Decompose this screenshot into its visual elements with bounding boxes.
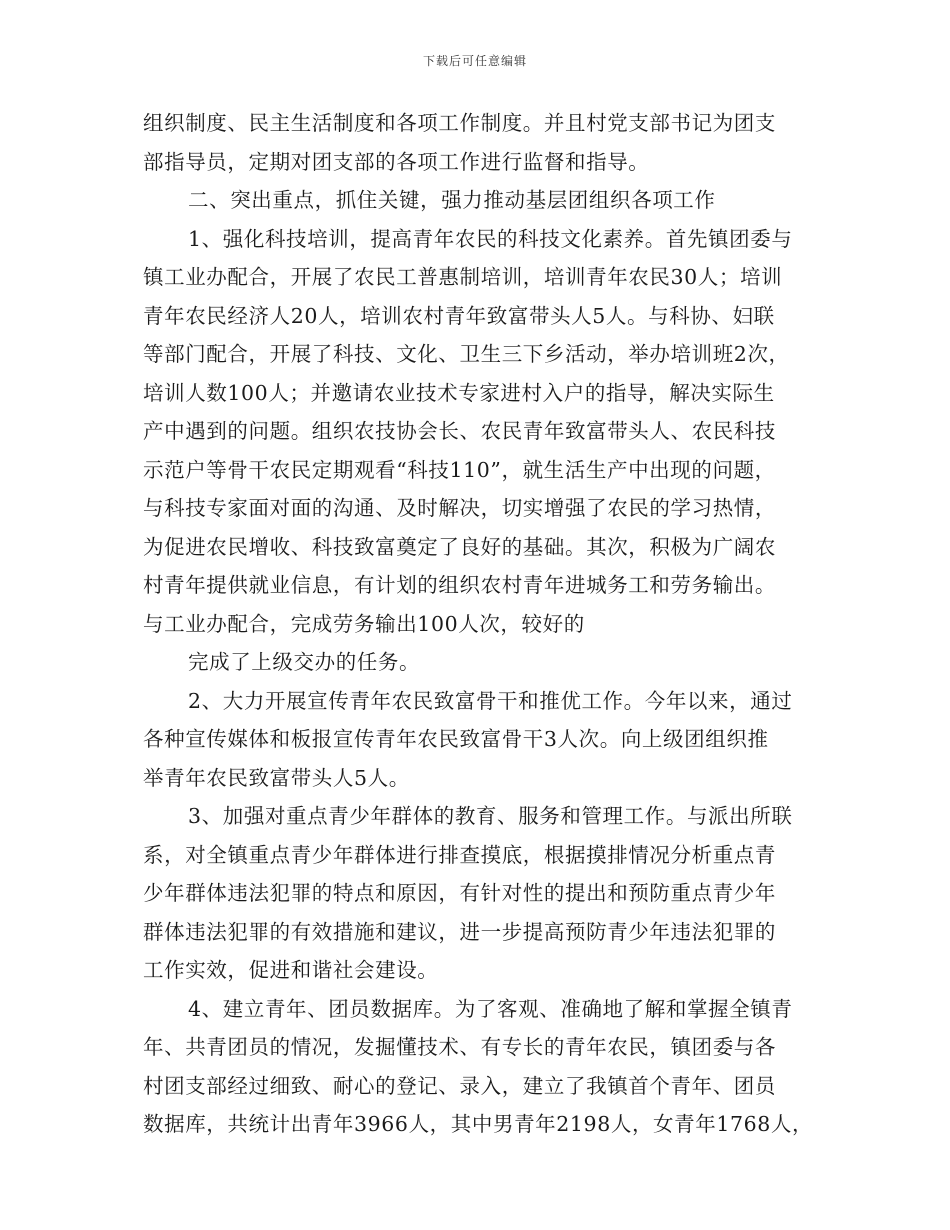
text-line: 组织制度、民主生活制度和各项工作制度。并且村党支部书记为团支 — [143, 111, 776, 135]
text-line: 镇工业办配合，开展了农民工普惠制培训，培训青年农民30人；培训 — [143, 265, 783, 289]
text-line: 2、大力开展宣传青年农民致富骨干和推优工作。今年以来，通过 — [188, 688, 793, 713]
text-line: 1、强化科技培训，提高青年农民的科技文化素养。首先镇团委与 — [188, 226, 793, 251]
text-line: 4、建立青年、团员数据库。为了客观、准确地了解和掌握全镇青 — [188, 996, 793, 1021]
document-body — [143, 104, 813, 1144]
text-line: 群体违法犯罪的有效措施和建议，进一步提高预防青少年违法犯罪的 — [143, 919, 776, 944]
text-line: 完成了上级交办的任务。 — [188, 650, 421, 674]
text-line: 3、加强对重点青少年群体的教育、服务和管理工作。与派出所联 — [188, 804, 793, 828]
text-line: 数据库，共统计出青年3966人，其中男青年2198人，女青年1768人， — [143, 1112, 814, 1136]
text-line: 举青年农民致富带头人5人。 — [143, 765, 410, 790]
text-line: 培训人数100人；并邀请农业技术专家进村入户的指导，解决实际生 — [143, 380, 775, 405]
text-line: 村青年提供就业信息，有计划的组织农村青年进城务工和劳务输出。 — [143, 573, 776, 597]
section-heading: 二、突出重点，抓住关键，强力推动基层团组织各项工作 — [188, 188, 716, 212]
text-line: 产中遇到的问题。组织农技协会长、农民青年致富带头人、农民科技 — [143, 419, 776, 443]
text-line: 与工业办配合，完成劳务输出100人次，较好的 — [143, 611, 585, 636]
text-line: 部指导员，定期对团支部的各项工作进行监督和指导。 — [143, 149, 650, 174]
page-header: 下载后可任意编辑 — [422, 54, 527, 68]
text-line: 与科技专家面对面的沟通、及时解决，切实增强了农民的学习热情， — [143, 496, 776, 520]
text-line: 年、共青团员的情况，发掘懂技术、有专长的青年农民，镇团委与各 — [143, 1035, 776, 1059]
text-line: 青年农民经济人20人，培训农村青年致富带头人5人。与科协、妇联 — [143, 303, 775, 328]
text-line: 示范户等骨干农民定期观看“科技110”，就生活生产中出现的问题， — [143, 457, 776, 482]
text-line: 为促进农民增收、科技致富奠定了良好的基础。其次，积极为广阔农 — [143, 534, 776, 559]
text-line: 系，对全镇重点青少年群体进行排查摸底，根据摸排情况分析重点青 — [143, 842, 776, 867]
text-line: 工作实效，促进和谐社会建设。 — [143, 958, 439, 982]
text-line: 各种宣传媒体和板报宣传青年农民致富骨干3人次。向上级团组织推 — [143, 727, 769, 751]
text-line: 少年群体违法犯罪的特点和原因，有针对性的提出和预防重点青少年 — [143, 881, 776, 905]
text-line: 等部门配合，开展了科技、文化、卫生三下乡活动，举办培训班2次， — [143, 342, 790, 366]
text-line: 村团支部经过细致、耐心的登记、录入，建立了我镇首个青年、团员 — [143, 1073, 776, 1098]
